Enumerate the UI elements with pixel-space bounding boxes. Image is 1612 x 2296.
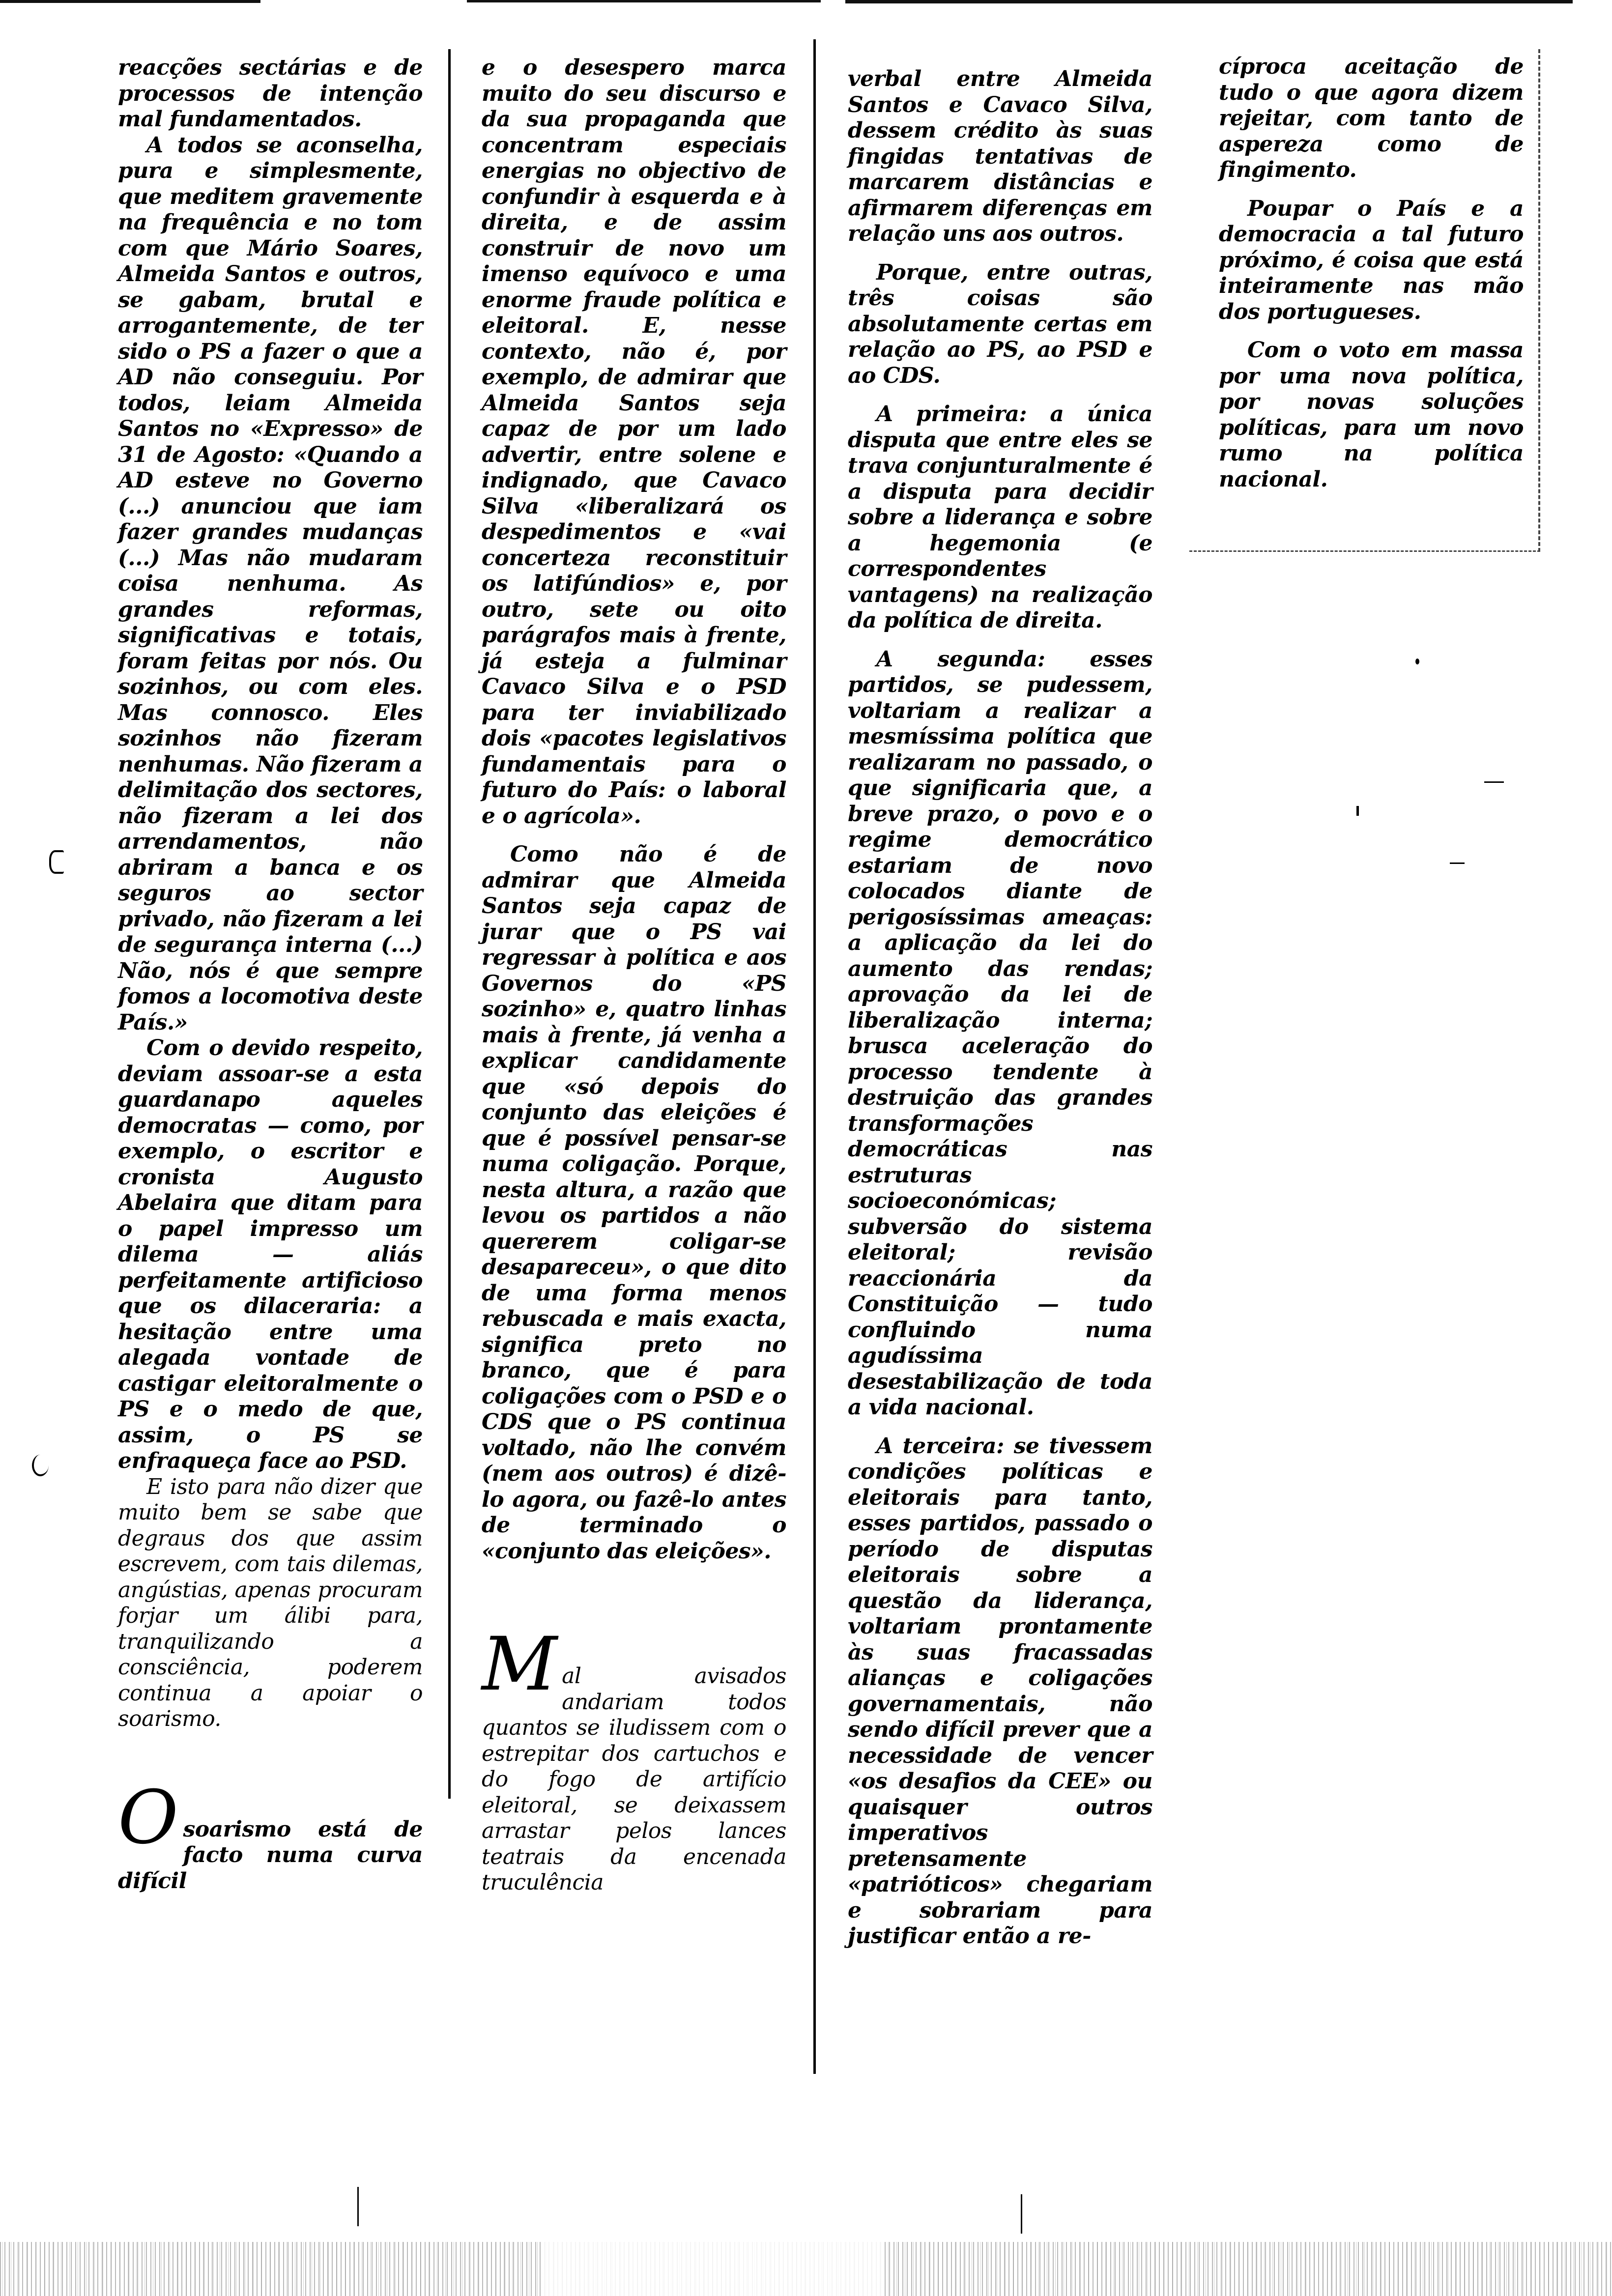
article-column-4 <box>1219 54 1524 492</box>
scan-speck <box>1450 862 1465 864</box>
column-divider-2 <box>813 39 816 2074</box>
paragraph: E isto para não dizer que muito bem se sabe que degraus dos que assim escrevem, com tais dilemas, angústias, apenas procuram forjar um álibi para, tranquilizando a consciência, poderem continua a apoiar o soarismo. <box>118 1474 423 1731</box>
paragraph: A terceira: se tivessem condições políticas e eleitorais para tanto, esses partidos, passado o período de disputas eleitorais sobre a questão da liderança, voltariam prontamente às suas fracassadas alianças e coligações governamentais, não sendo difícil prever que a necessidade de vencer «os desafios da CEE» ou quaisquer outros imperativos pretensamente «patrióticos» chegariam e sobrariam para justificar então a re- <box>848 1433 1152 1949</box>
article-column-3 <box>848 66 1152 1950</box>
scan-speck <box>32 1455 49 1476</box>
scan-speck <box>1021 2194 1022 2234</box>
dropcap-letter: O <box>118 1775 178 1861</box>
top-border-rule-left <box>0 0 260 3</box>
dropcap-paragraph-text: al avisados andariam todos quantos se iludissem com o estrepitar dos cartuchos e do fogo de artifício eleitoral, se deixassem arrastar pelos lances teatrais da encenada truculência <box>482 1664 786 1895</box>
paragraph: Porque, entre outras, três coisas são absolutamente certas em relação ao PS, ao PSD e ao CDS. <box>848 259 1152 388</box>
scan-speck <box>1356 806 1359 816</box>
paragraph: A primeira: a única disputa que entre eles se trava conjunturalmente é a disputa para decidir sobre a liderança e sobre a hegemonia (e correspondentes vantagens) na realização da política de direita. <box>848 402 1152 633</box>
top-border-rule-middle <box>467 0 821 2</box>
top-border-rule-right <box>845 0 1573 3</box>
paragraph: A segunda: esses partidos, se pudessem, voltariam a realizar a mesmíssima política que realizaram no passado, o que significaria que, a breve prazo, o povo e o regime democrático estariam de novo colocados diante de perigosíssimas ameaças: a aplicação da lei do aumento das rendas; aprovação da lei de liberalização interna; brusca aceleração do processo tendente à destruição das grandes transformações democráticas nas estruturas socioeconómicas; subversão do sistema eleitoral; revisão reaccionária da Constituição — tudo confluindo numa agudíssima desestabilização de toda a vida nacional. <box>848 646 1152 1420</box>
article-column-2 <box>482 55 786 1896</box>
paragraph: Poupar o País e a democracia a tal futuro próximo, é coisa que está inteiramente nas mão dos portugueses. <box>1219 196 1524 324</box>
scan-speck <box>1484 781 1504 783</box>
article-column-1 <box>118 55 423 1894</box>
column-divider-1 <box>448 49 451 1799</box>
paragraph: reacções sectárias e de processos de intenção mal fundamentados. <box>118 55 423 132</box>
dropcap-paragraph-text: soarismo está de facto numa curva difícil <box>118 1816 423 1894</box>
scan-speck <box>357 2187 359 2226</box>
paragraph-with-dropcap <box>118 1775 423 1894</box>
paragraph: verbal entre Almeida Santos e Cavaco Silva, dessem crédito às suas fingidas tentativas de marcarem distâncias e afirmarem diferenças em relação uns aos outros. <box>848 66 1152 246</box>
scan-noise-gap <box>541 2242 885 2296</box>
paragraph: Como não é de admirar que Almeida Santos seja capaz de jurar que o PS vai regressar à política e aos Governos do «PS sozinho» e, quatro linhas mais à frente, já venha a explicar candidamente que «só depois do conjunto das eleições é que é possível pensar-se numa coligação. Porque, nesta altura, a razão que levou os partidos a não quererem coligar-se desapareceu», o que dito de uma forma menos rebuscada e mais exacta, significa preto no branco, que é para coligações com o PSD e o CDS que o PS continua voltado, não lhe convém (nem aos outros) é dizê-lo agora, ou fazê-lo antes de terminado o «conjunto das eleições». <box>482 842 786 1564</box>
paragraph: Com o voto em massa por uma nova política, por novas soluções políticas, para um novo rumo na política nacional. <box>1219 338 1524 492</box>
paragraph: e o desespero marca muito do seu discurso e da sua propaganda que concentram especiais energias no objectivo de confundir à esquerda e à direita, e de assim construir de novo um imenso equívoco e uma enorme fraude política e eleitoral. E, nesse contexto, não é, por exemplo, de admirar que Almeida Santos seja capaz de por um lado advertir, entre solene e indignado, que Cavaco Silva «liberalizará os despedimentos e «vai concerteza reconstituir os latifúndios» e, por outro, sete ou oito parágrafos mais à frente, já esteja a fulminar Cavaco Silva e o PSD para ter inviabilizado dois «pacotes legislativos fundamentais para o futuro do País: o laboral e o agrícola». <box>482 55 786 829</box>
dropcap-letter: M <box>482 1622 557 1707</box>
paragraph-with-dropcap <box>482 1622 786 1896</box>
scan-speck <box>1415 659 1419 664</box>
paragraph: cíproca aceitação de tudo o que agora dizem rejeitar, com tanto de aspereza como de fingimento. <box>1219 54 1524 182</box>
paragraph: A todos se aconselha, pura e simplesmente, que meditem gravemente na frequência e no tom com que Mário Soares, Almeida Santos e outros, se gabam, brutal e arrogantemente, de ter sido o PS a fazer o que a AD não conseguiu. Por todos, leiam Almeida Santos no «Expresso» de 31 de Agosto: «Quando a AD esteve no Governo (...) anunciou que iam fazer grandes mudanças (...) Mas não mudaram coisa nenhuma. As grandes reformas, significativas e totais, foram feitas por nós. Ou sozinhos, ou com eles. Mas connosco. Eles sozinhos não fizeram nenhumas. Não fizeram a delimitação dos sectores, não fizeram a lei dos arrendamentos, não abriram a banca e os seguros ao sector privado, não fizeram a lei de segurança interna (...) Não, nós é que sempre fomos a locomotiva deste País.» <box>118 132 423 1035</box>
paragraph: Com o devido respeito, deviam assoar-se a esta guardanapo aqueles democratas — como, por exemplo, o escritor e cronista Augusto Abelaira que ditam para o papel impresso um dilema — aliás perfeitamente artificioso que os dilaceraria: a hesitação entre uma alegada vontade de castigar eleitoralmente o PS e o medo de que, assim, o PS se enfraqueça face ao PSD. <box>118 1035 423 1473</box>
scan-speck <box>49 850 64 874</box>
